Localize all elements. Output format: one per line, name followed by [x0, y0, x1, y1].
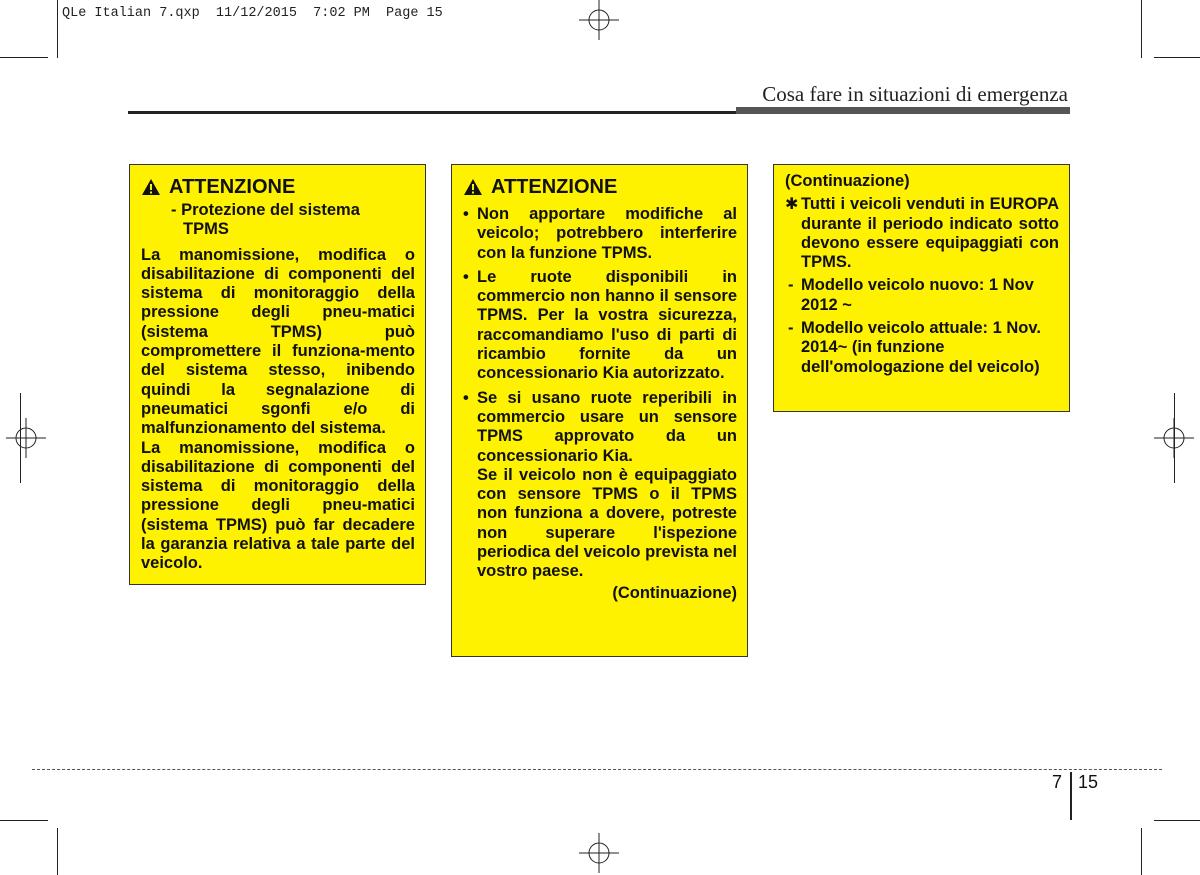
- crop-mark: [57, 828, 58, 875]
- warning-box-tpms-modifications: [451, 164, 748, 657]
- section-title: Cosa fare in situazioni di emergenza: [762, 82, 1068, 106]
- page-number-separator: [1070, 772, 1072, 820]
- header-rule: [128, 111, 736, 114]
- warning-triangle-icon: [141, 178, 161, 196]
- bullet-icon: •: [463, 205, 469, 223]
- page-number: 15: [1078, 772, 1099, 792]
- list-item-text: Non apportare modifiche al veicolo; potrebbero interferire con la funzione TPMS.: [477, 205, 737, 262]
- crop-mark: [1154, 57, 1200, 58]
- list-item-continuation: Se il veicolo non è equipaggiato con sensore TPMS o il TPMS non funziona a dovere, potreste non superare l'ispezione periodica del veicolo prevista nel vostro paese.: [477, 465, 737, 581]
- registration-mark-icon: [6, 418, 46, 458]
- list-item: [785, 319, 1059, 377]
- warning-heading-text: ATTENZIONE: [491, 176, 618, 198]
- list-item-text: Le ruote disponibili in commercio non hanno il sensore TPMS. Per la vostra sicurezza, raccomandiamo l'uso di parti di ricambio fornite da un concessionario Kia autorizzato.: [477, 267, 737, 383]
- warning-subheading: - Protezione del sistema: [171, 201, 360, 219]
- bullet-icon: •: [463, 388, 469, 407]
- crop-mark: [1141, 828, 1142, 875]
- asterisk-icon: ✱: [785, 196, 799, 214]
- list-item: [785, 276, 1059, 315]
- warning-triangle-icon: [463, 178, 483, 196]
- printer-slug: QLe Italian 7.qxp 11/12/2015 7:02 PM Page 15: [62, 6, 443, 21]
- warning-box-tpms-tampering: [129, 164, 426, 585]
- crop-mark: [0, 820, 48, 821]
- dash-marker: -: [788, 319, 794, 338]
- list-item-text: Se si usano ruote reperibili in commercio usare un sensore TPMS approvato da un concessionario Kia.: [477, 388, 737, 465]
- bullet-icon: •: [463, 267, 469, 286]
- info-box-tpms-europe: [773, 164, 1070, 412]
- crop-mark: [0, 57, 48, 58]
- continuation-title: (Continuazione): [785, 172, 910, 190]
- footer-dashed-rule: [32, 769, 1162, 770]
- warning-heading: [463, 175, 737, 199]
- dash-marker: -: [788, 276, 794, 295]
- warning-heading-text: ATTENZIONE: [169, 176, 296, 198]
- crop-mark: [1174, 393, 1175, 483]
- registration-mark-icon: [579, 0, 619, 40]
- crop-mark: [1154, 820, 1200, 821]
- warning-heading: [141, 175, 415, 199]
- crop-mark: [20, 393, 21, 483]
- list-item-text: Modello veicolo nuovo: 1 Nov 2012 ~: [801, 276, 1034, 314]
- warning-paragraph: La manomissione, modifica o disabilitazione di componenti del sistema di monitoraggio della pressione degli pneu-matici (sistema TPMS) può far decadere la garanzia relativa a tale parte del veicolo.: [141, 438, 415, 573]
- list-item: [463, 389, 737, 582]
- list-item-text: Modello veicolo attuale: 1 Nov. 2014~ (in funzione dell'omologazione del veicolo): [801, 319, 1041, 376]
- list-item-body: [477, 389, 737, 582]
- registration-mark-icon: [579, 833, 619, 873]
- list-item: [463, 205, 737, 263]
- continued-label: (Continuazione): [612, 583, 737, 602]
- warning-subheading-cont: TPMS: [183, 220, 229, 239]
- header-rule-thick: [736, 107, 1070, 114]
- note-item: [785, 195, 1059, 272]
- crop-mark: [1141, 0, 1142, 58]
- crop-mark: [57, 0, 58, 58]
- note-text: Tutti i veicoli venduti in EUROPA durante il periodo indicato sotto devono essere equipaggiati con TPMS.: [801, 195, 1059, 272]
- warning-paragraph: La manomissione, modifica o disabilitazione di componenti del sistema di monitoraggio della pressione degli pneu-matici (sistema TPMS) può compromettere il funziona-mento del sistema stesso, inibendo quindi la segnalazione di pneumatici sgonfi e/o di malfunzionamento del sistema.: [141, 245, 415, 438]
- chapter-number: 7: [1052, 772, 1063, 792]
- list-item: [463, 268, 737, 384]
